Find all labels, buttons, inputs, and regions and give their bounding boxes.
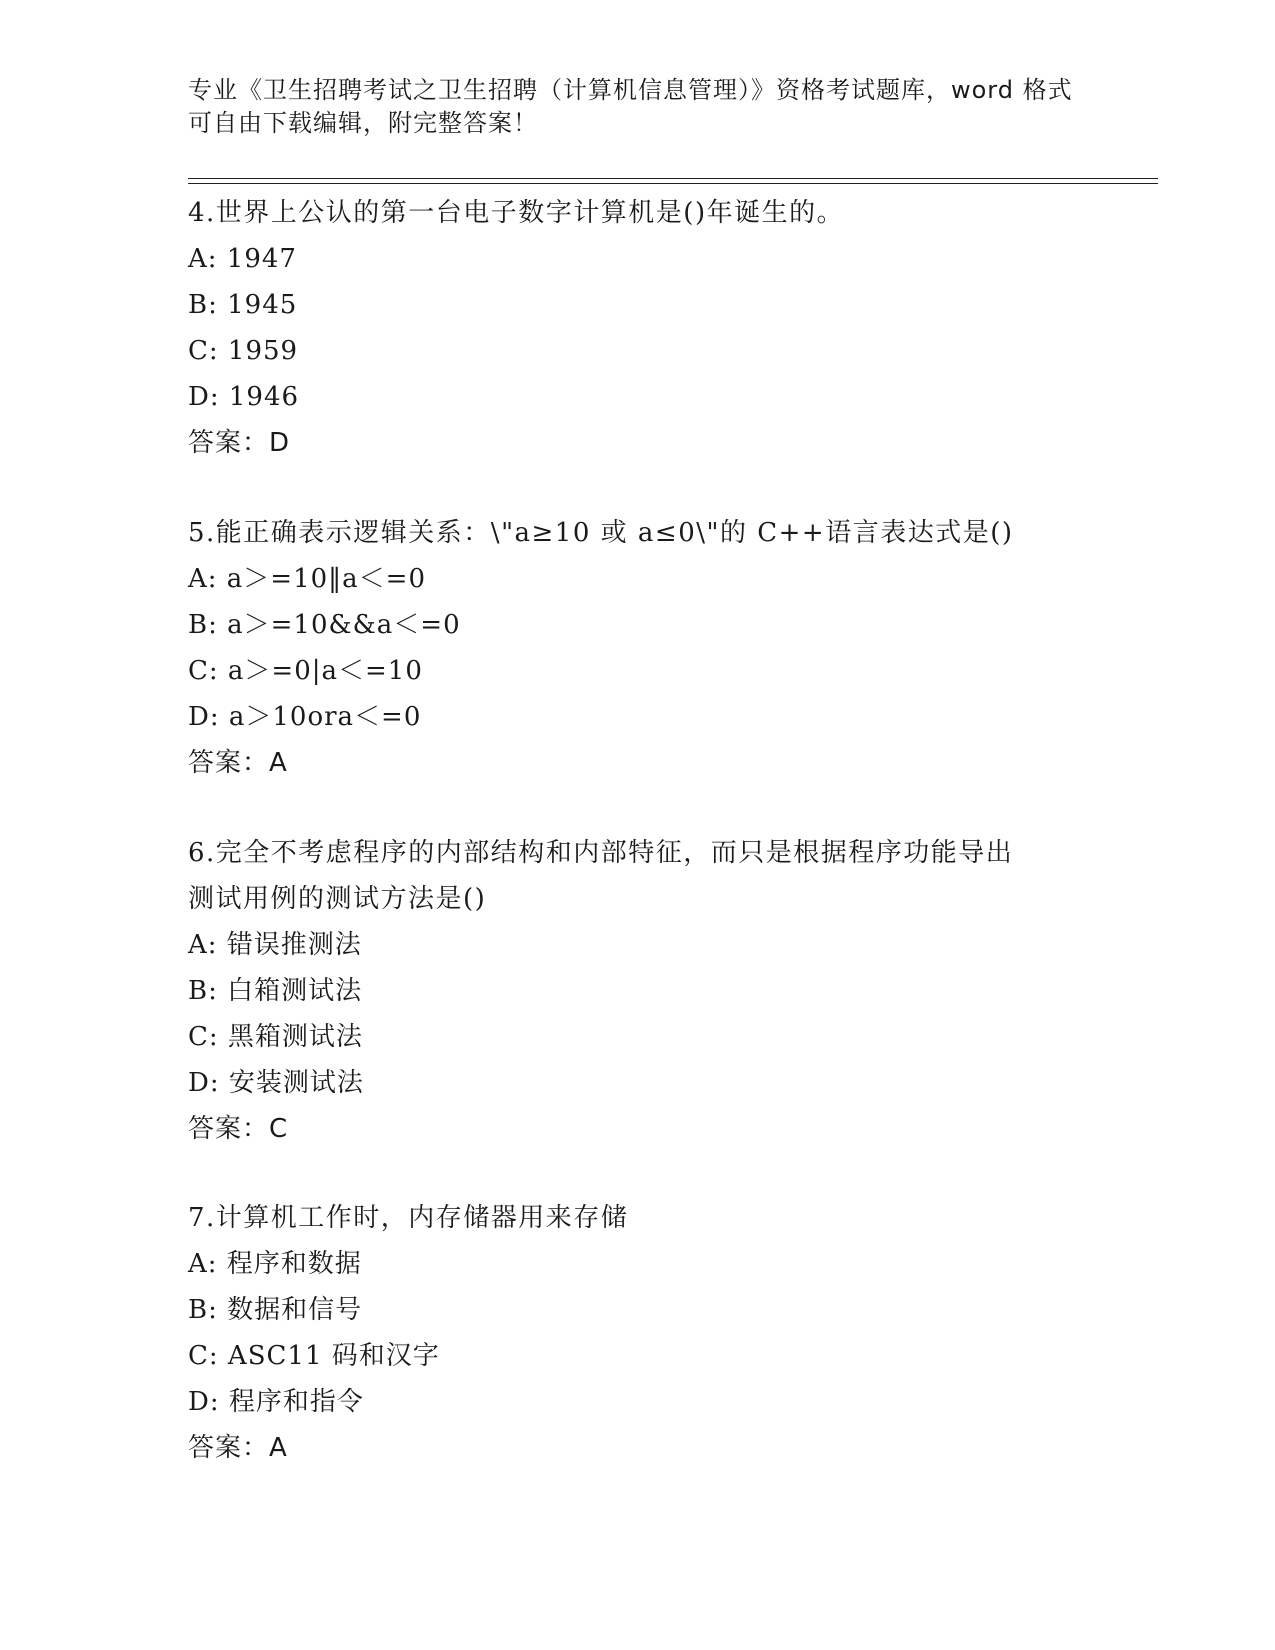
- question-5: [188, 510, 1088, 786]
- option-b: B: 1945: [188, 290, 298, 320]
- option-b: B: a＞=10&&a＜=0: [188, 610, 461, 640]
- question-text: 5.能正确表示逻辑关系：\"a≥10 或 a≤0\"的 C++语言表达式是(): [188, 518, 1014, 548]
- option-b: B: 白箱测试法: [188, 976, 363, 1006]
- option-c: C: a＞=0|a＜=10: [188, 656, 423, 686]
- option-a: A: 错误推测法: [188, 930, 362, 960]
- option-c: C: 黑箱测试法: [188, 1022, 363, 1052]
- option-d: D: 安装测试法: [188, 1068, 364, 1098]
- option-a: A: 1947: [188, 244, 297, 274]
- option-d: D: 1946: [188, 382, 300, 412]
- option-d: D: 程序和指令: [188, 1387, 364, 1417]
- option-a: A: a＞=10‖a＜=0: [188, 564, 426, 594]
- answer: 答案：D: [188, 428, 291, 458]
- header-divider-bottom: [188, 183, 1158, 184]
- option-d: D: a＞10ora＜=0: [188, 702, 422, 732]
- question-text: 6.完全不考虑程序的内部结构和内部特征，而只是根据程序功能导出 测试用例的测试方法是(): [188, 838, 1014, 914]
- option-c: C: 1959: [188, 336, 299, 366]
- answer: 答案：A: [188, 1433, 288, 1463]
- header-divider-top: [188, 178, 1158, 179]
- header-line-2: 可自由下载编辑，附完整答案！: [188, 109, 538, 137]
- question-6: [188, 830, 1088, 1152]
- option-c: C: ASC11 码和汉字: [188, 1341, 440, 1371]
- answer: 答案：A: [188, 748, 288, 778]
- question-7: [188, 1195, 1088, 1471]
- question-text: 7.计算机工作时，内存储器用来存储: [188, 1203, 629, 1233]
- option-a: A: 程序和数据: [188, 1249, 362, 1279]
- option-b: B: 数据和信号: [188, 1295, 363, 1325]
- header-line-1: 专业《卫生招聘考试之卫生招聘（计算机信息管理）》资格考试题库，word 格式: [188, 76, 1073, 104]
- question-text: 4.世界上公认的第一台电子数字计算机是()年诞生的。: [188, 198, 845, 228]
- document-header: [188, 74, 1088, 140]
- question-4: [188, 190, 1088, 466]
- answer: 答案：C: [188, 1114, 289, 1144]
